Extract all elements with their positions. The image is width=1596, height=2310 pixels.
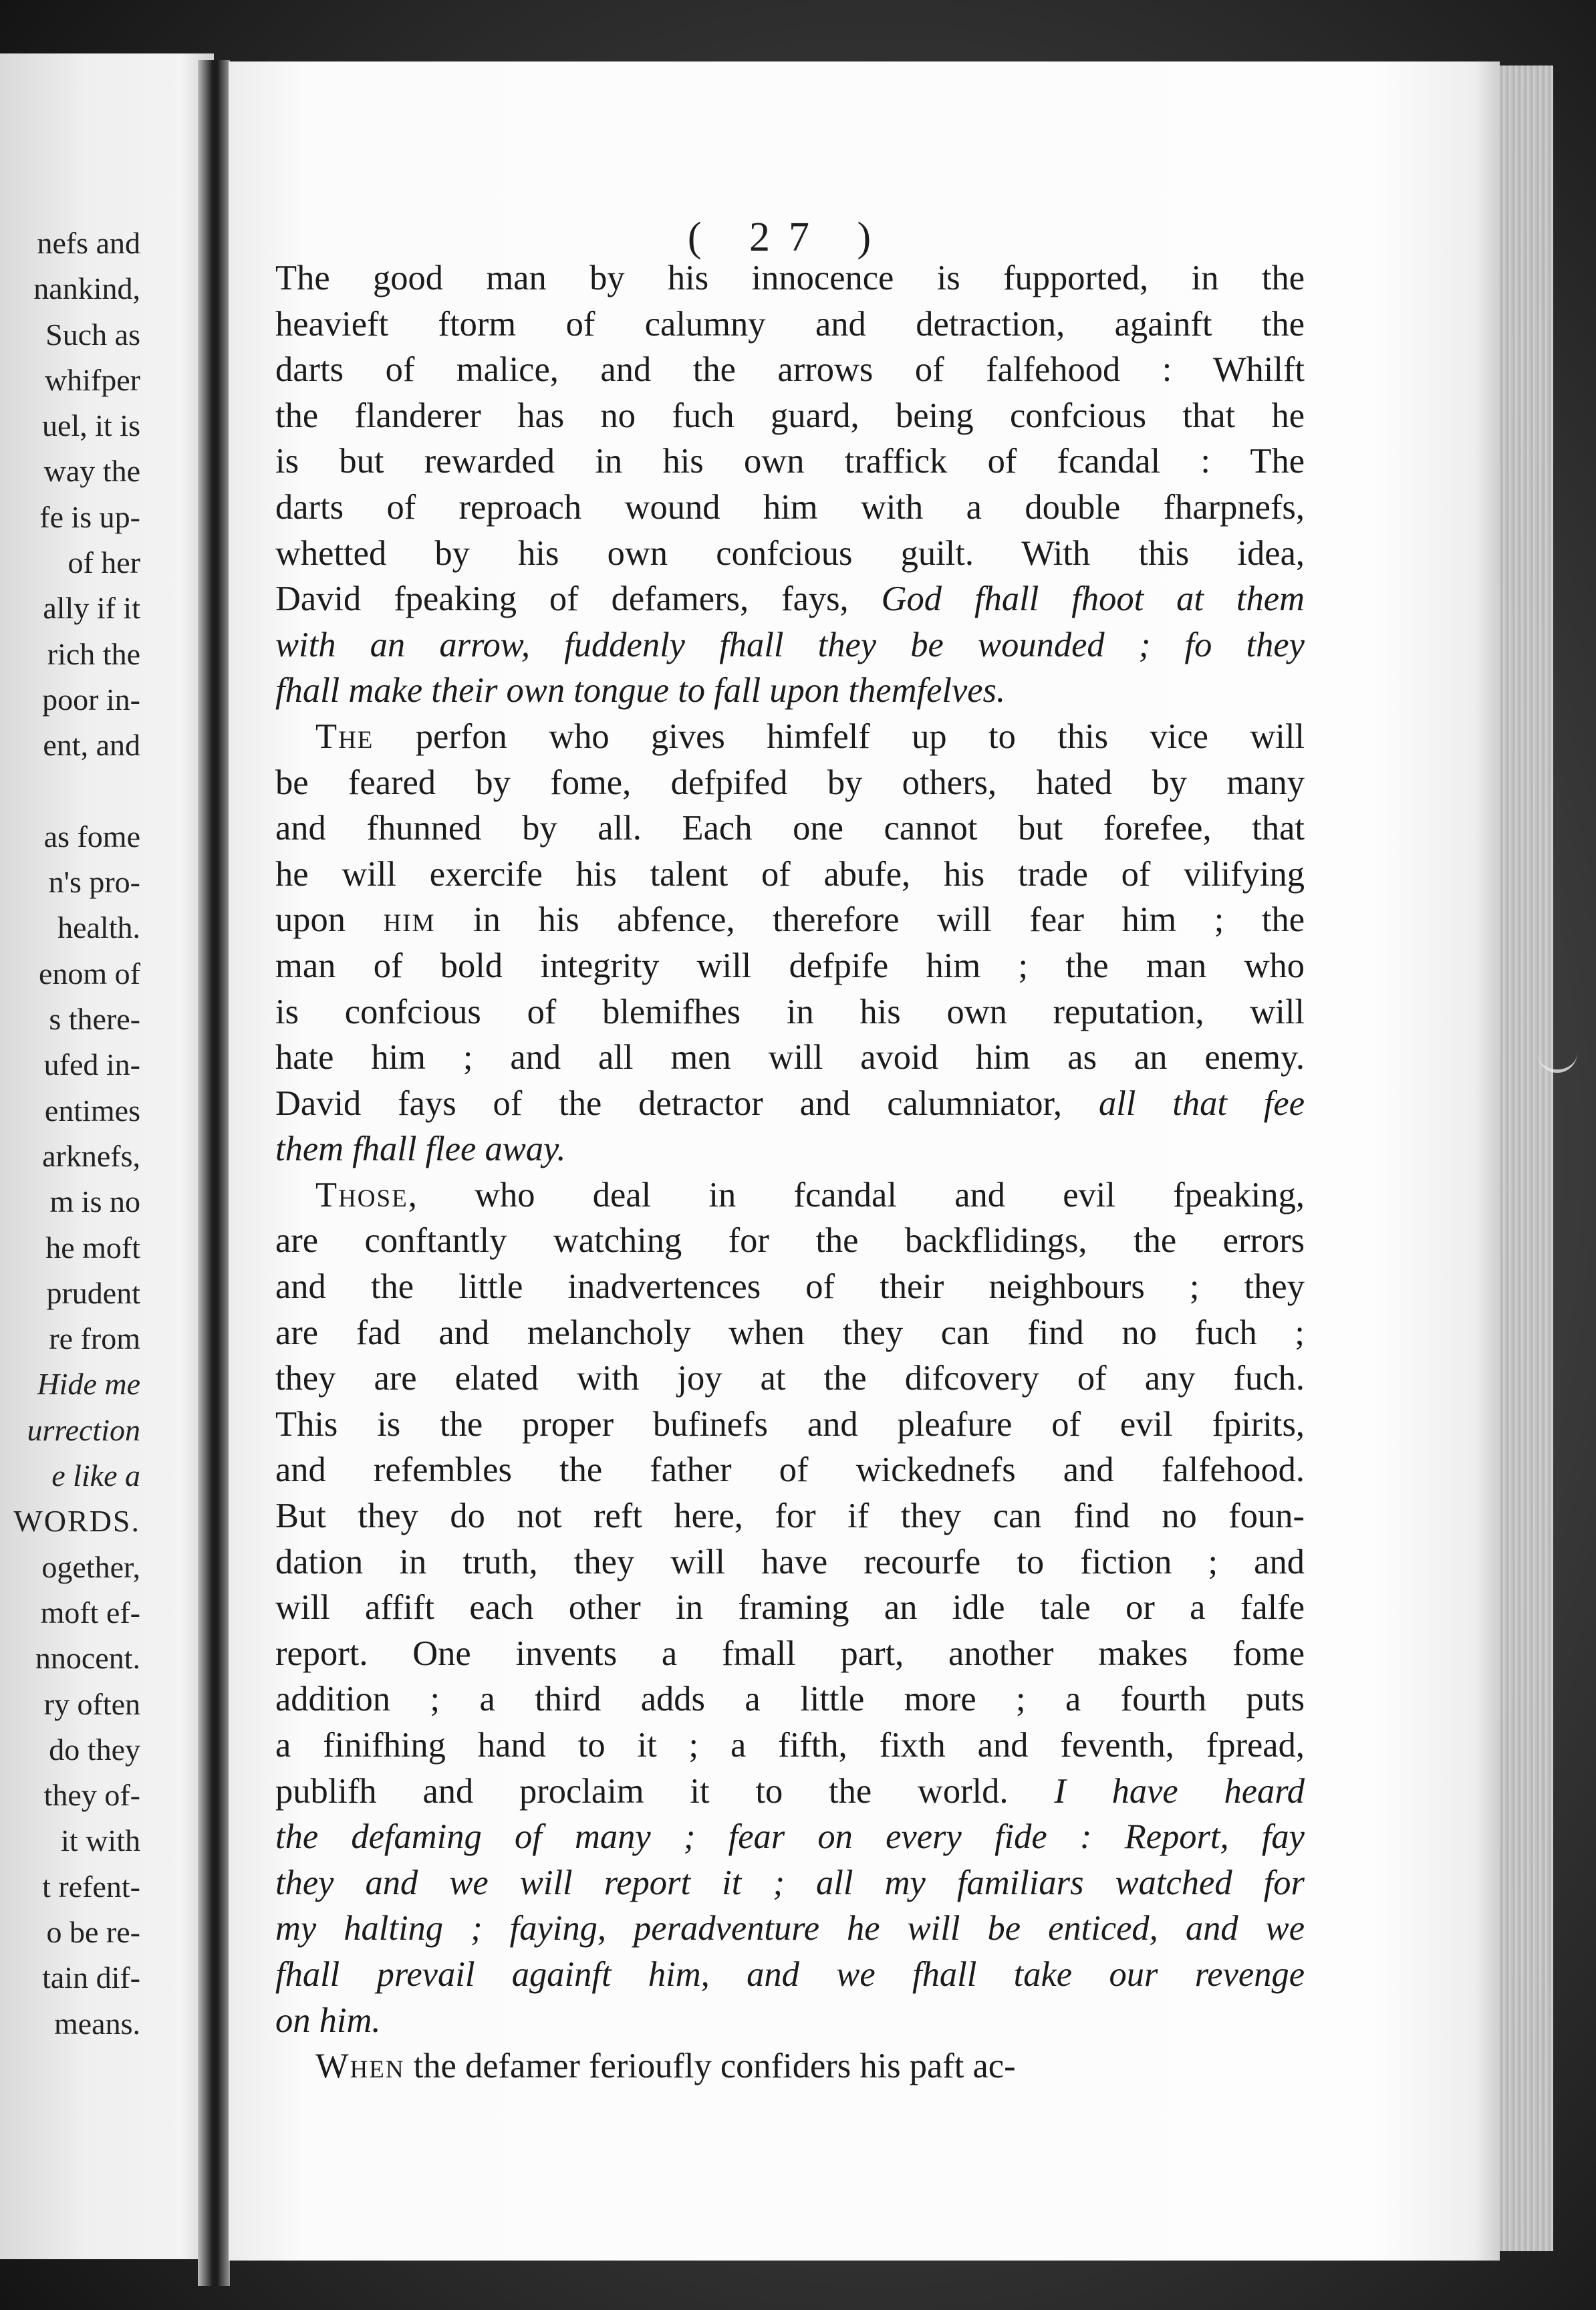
previous-page-line: ent, and — [43, 728, 140, 763]
previous-page-line: s there- — [49, 1002, 140, 1037]
page-edge-stack — [1500, 66, 1553, 2251]
previous-page-line: it with — [61, 1823, 140, 1858]
text-segment: upon — [275, 900, 384, 940]
previous-page-line: WORDS. — [13, 1504, 140, 1539]
previous-page-line: ally if it — [43, 591, 140, 626]
text-segment: are fad and melancholy when they can find no fuch ; — [275, 1313, 1305, 1352]
previous-page-line: means. — [53, 2006, 140, 2041]
text-line — [275, 1814, 1305, 1860]
previous-page-line: Hide me — [37, 1367, 140, 1402]
text-segment: will affift each other in framing an idle tale or a falfe — [275, 1588, 1305, 1628]
previous-page-line: entimes — [44, 1093, 140, 1128]
text-segment: they are elated with joy at the difcovery of any fuch. — [275, 1359, 1305, 1398]
previous-page-line: way the — [43, 454, 140, 489]
previous-page-line: ufed in- — [43, 1047, 140, 1082]
italic-quotation: on him. — [275, 2001, 381, 2040]
text-line — [275, 1402, 1305, 1448]
text-segment: and the little inadvertences of their neighbours ; they — [275, 1267, 1305, 1307]
small-caps-word: When — [315, 2047, 405, 2086]
text-line — [275, 1126, 1305, 1172]
text-line — [275, 1035, 1305, 1081]
text-line — [275, 1676, 1305, 1722]
text-segment: in his abfence, therefore will fear him ; the — [435, 900, 1305, 940]
previous-page-line: as fome — [43, 819, 140, 854]
previous-page-line: re from — [49, 1321, 140, 1356]
previous-page-line: do they — [49, 1732, 140, 1767]
text-segment: the defamer ferioufly confiders his paft ac- — [404, 2047, 1016, 2086]
previous-page-line: they of- — [43, 1778, 140, 1813]
text-line — [275, 1722, 1305, 1769]
text-segment: he will exercife his talent of abufe, his trade of vilifying — [275, 854, 1305, 894]
book-gutter — [198, 60, 230, 2286]
text-line — [275, 2043, 1305, 2089]
text-segment: be feared by fome, defpifed by others, hated by many — [275, 763, 1305, 802]
previous-page-text — [13, 221, 140, 2047]
text-segment: are conftantly watching for the backflidings, the errors — [275, 1221, 1305, 1261]
text-line — [275, 668, 1305, 714]
previous-page-line: m is no — [49, 1184, 140, 1219]
text-line — [275, 576, 1305, 622]
text-line — [275, 1631, 1305, 1677]
previous-page-line — [13, 769, 140, 814]
text-segment: The good man by his innocence is fupported, in the — [275, 259, 1305, 297]
previous-page-line: nefs and — [37, 226, 140, 260]
previous-page-line: tain dif- — [42, 1960, 140, 1995]
text-segment: addition ; a third adds a little more ; a fourth puts — [275, 1680, 1305, 1719]
italic-quotation: fhall make their own tongue to fall upon themfelves. — [275, 671, 1006, 711]
italic-quotation: the defaming of many ; fear on every fide : Report, fay — [275, 1817, 1305, 1857]
text-line — [275, 943, 1305, 989]
text-line — [275, 805, 1305, 852]
text-segment: man of bold integrity will defpife him ; the man who — [275, 946, 1305, 985]
text-line — [275, 1356, 1305, 1402]
text-segment: David fpeaking of defamers, fays, — [275, 580, 882, 619]
previous-page-line: rich the — [47, 636, 140, 671]
text-line — [275, 301, 1305, 348]
previous-page-line: nnocent. — [35, 1641, 140, 1676]
text-line — [275, 989, 1305, 1035]
text-line — [275, 1310, 1305, 1356]
page-number: ( 27 ) — [687, 215, 890, 260]
text-line — [275, 1539, 1305, 1585]
small-caps-word: The — [315, 717, 374, 756]
previous-page-line: he moft — [45, 1230, 140, 1265]
small-caps-word: him — [383, 900, 436, 940]
previous-page-edge — [0, 53, 214, 2259]
text-line — [275, 438, 1305, 485]
text-line — [275, 622, 1305, 668]
italic-quotation: I have heard — [1054, 1771, 1305, 1811]
italic-quotation: with an arrow, fuddenly fhall they be wounded ; fo they — [275, 625, 1305, 664]
previous-page-line: of her — [68, 545, 140, 580]
text-line — [275, 485, 1305, 531]
text-line — [275, 714, 1305, 760]
text-segment: the flanderer has no fuch guard, being confcious that he — [275, 396, 1305, 435]
text-line — [275, 1081, 1305, 1127]
text-line — [275, 1769, 1305, 1815]
italic-quotation: God fhall fhoot at them — [881, 580, 1305, 619]
text-segment: publifh and proclaim it to the world. — [275, 1771, 1055, 1811]
text-segment: whetted by his own confcious guilt. With this idea, — [275, 533, 1305, 573]
text-line — [275, 897, 1305, 943]
text-segment: is confcious of blemifhes in his own reputation, will — [275, 992, 1305, 1031]
italic-quotation: they and we will report it ; all my familiars watched for — [275, 1863, 1305, 1902]
small-caps-word: Those — [315, 1175, 408, 1214]
italic-quotation: all that fee — [1098, 1083, 1305, 1123]
previous-page-line: Such as — [45, 317, 140, 352]
text-line — [275, 347, 1305, 393]
text-segment: and refembles the father of wickednefs and falfehood. — [275, 1450, 1305, 1490]
text-segment: a finifhing hand to it ; a fifth, fixth and feventh, fpread, — [275, 1726, 1305, 1765]
previous-page-line: health. — [57, 910, 140, 945]
text-segment: , who deal in fcandal and evil fpeaking, — [408, 1175, 1305, 1214]
previous-page-line: n's pro- — [48, 865, 140, 900]
text-line — [275, 1447, 1305, 1493]
text-segment: heavieft ftorm of calumny and detraction, againft the — [275, 304, 1305, 344]
previous-page-line: o be re- — [46, 1914, 140, 1949]
previous-page-line: uel, it is — [42, 408, 140, 443]
italic-quotation: my halting ; faying, peradventure he will be enticed, and we — [275, 1909, 1305, 1948]
text-line — [275, 1172, 1305, 1218]
text-line — [275, 1585, 1305, 1631]
text-segment: darts of reproach wound him with a double fharpnefs, — [275, 487, 1305, 527]
text-line — [275, 1493, 1305, 1539]
previous-page-line: e like a — [51, 1458, 140, 1493]
text-segment: This is the proper bufinefs and pleafure of evil fpirits, — [275, 1404, 1305, 1444]
text-segment: is but rewarded in his own traffick of fcandal : The — [275, 442, 1305, 481]
text-segment: David fays of the detractor and calumniator, — [275, 1083, 1099, 1123]
italic-quotation: them fhall flee away. — [275, 1130, 566, 1169]
previous-page-line: fe is up- — [39, 499, 140, 534]
previous-page-line: poor in- — [42, 682, 140, 717]
text-segment: hate him ; and all men will avoid him as an enemy. — [275, 1038, 1305, 1077]
italic-quotation: fhall prevail againft him, and we fhall take our revenge — [275, 1954, 1305, 1994]
text-line — [275, 393, 1305, 439]
text-line — [275, 1906, 1305, 1952]
text-segment: darts of malice, and the arrows of falfehood : Whilft — [275, 350, 1305, 390]
previous-page-line: whifper — [44, 362, 140, 397]
text-line — [275, 1998, 1305, 2044]
text-line — [275, 531, 1305, 577]
previous-page-line: prudent — [46, 1275, 140, 1310]
previous-page-line: ry often — [43, 1686, 140, 1721]
page-body-text — [275, 255, 1305, 2089]
text-line — [275, 1860, 1305, 1906]
previous-page-line: enom of — [38, 956, 140, 991]
text-segment: dation in truth, they will have recourfe to fiction ; and — [275, 1542, 1305, 1581]
text-line — [275, 1264, 1305, 1310]
text-line — [275, 1952, 1305, 1998]
previous-page-line: urrection — [27, 1412, 140, 1447]
previous-page-line: moft ef- — [40, 1595, 140, 1630]
text-line — [275, 1218, 1305, 1264]
text-segment: and fhunned by all. Each one cannot but forefee, that — [275, 809, 1305, 848]
text-line — [275, 760, 1305, 806]
previous-page-line: arknefs, — [42, 1138, 140, 1173]
text-segment: But they do not reft here, for if they can find no foun- — [275, 1497, 1305, 1536]
text-line — [275, 255, 1305, 301]
text-segment: perfon who gives himfelf up to this vice will — [374, 717, 1305, 756]
text-line — [275, 852, 1305, 898]
previous-page-line: ogether, — [41, 1549, 140, 1584]
text-segment: report. One invents a fmall part, another makes fome — [275, 1634, 1305, 1673]
previous-page-line: nankind, — [33, 271, 140, 306]
previous-page-line: t refent- — [42, 1869, 140, 1904]
